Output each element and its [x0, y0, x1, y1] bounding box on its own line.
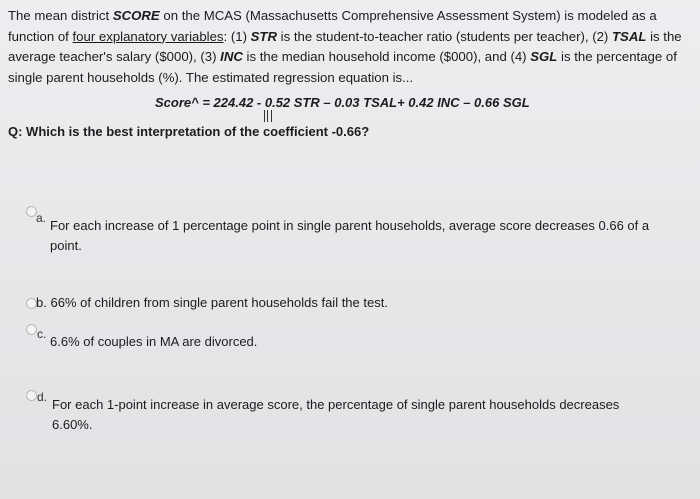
option-a-letter: a. [36, 211, 47, 225]
var-score: SCORE [112, 8, 160, 23]
option-d-label[interactable] [52, 395, 692, 435]
question-text: Q: Which is the best interpretation of the coefficient -0.66? [8, 124, 370, 139]
explanatory-variables-link[interactable]: four explanatory variables [72, 28, 224, 44]
option-c-label[interactable]: 6.6% of couples in MA are divorced. [50, 334, 258, 349]
regression-equation: Score^ = 224.42 - 0.52 STR – 0.03 TSAL+ 0.42 INC – 0.66 SGL [155, 95, 530, 110]
option-b-text: 66% of children from single parent households fail the test. [50, 295, 388, 310]
prompt-text: is the median household income ($000), and (4) [242, 49, 531, 64]
prompt-text: : (1) [223, 28, 251, 44]
option-b-label[interactable] [36, 293, 388, 313]
prompt-text: on the MCAS (Massachusetts Comprehensive Assessment System) is modeled as a function of [8, 8, 657, 44]
option-d-text-cont: 6.60%. [52, 417, 93, 432]
option-d-radio[interactable] [26, 390, 37, 401]
option-d-text: For each 1-point increase in average score, the percentage of single parent households decreases [52, 397, 620, 412]
option-a-text-cont: point. [50, 238, 82, 253]
var-str: STR [250, 28, 278, 44]
prompt-text: The mean district [8, 8, 113, 23]
option-a-label[interactable] [50, 216, 690, 256]
prompt-text: is the percentage of single parent households (%). The estimated regression equation is... [8, 49, 677, 85]
option-b-letter: b. [36, 295, 47, 310]
var-inc: INC [220, 49, 243, 64]
option-c-letter: c. [37, 327, 47, 341]
question-prompt [8, 6, 692, 88]
option-a-text: For each increase of 1 percentage point in single parent households, average score decreases 0.66 of a [50, 218, 650, 233]
text-cursor-icon [264, 110, 272, 122]
option-d-letter: d. [37, 390, 48, 404]
option-c-radio[interactable] [26, 324, 37, 335]
prompt-text: is the student-to-teacher ratio (students per teacher), (2) [277, 28, 612, 44]
prompt-text: is the average teacher's salary ($000), (3) [8, 28, 682, 64]
var-tsal: TSAL [612, 28, 647, 44]
var-sgl: SGL [530, 49, 558, 64]
